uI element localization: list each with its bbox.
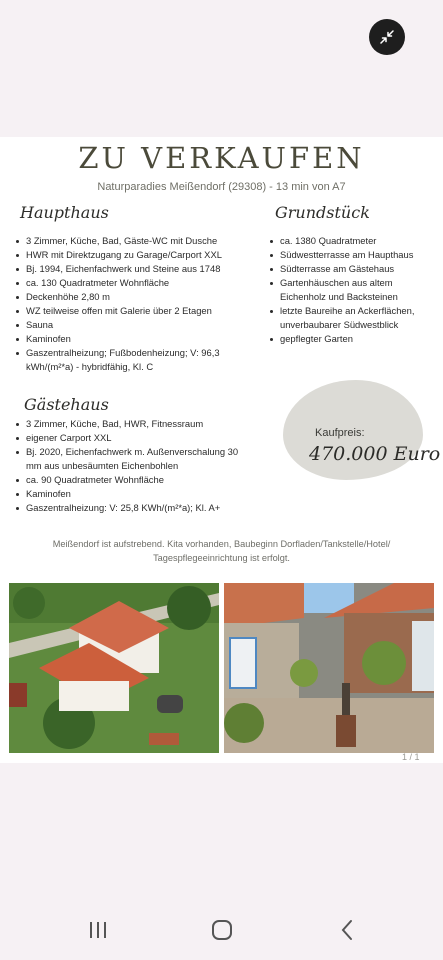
list-item: 3 Zimmer, Küche, Bad, Gäste-WC mit Dusche: [16, 234, 256, 248]
home-button[interactable]: [207, 916, 237, 944]
recents-icon: [87, 920, 109, 940]
list-item: Südwestterrasse am Haupthaus: [270, 248, 430, 262]
list-item: Bj. 2020, Eichenfachwerk m. Außenverschalung 30 mm aus unbesäumten Eichenbohlen: [16, 445, 254, 473]
grundstueck-list: [270, 234, 430, 346]
price-value: 470.000 Euro: [309, 443, 441, 465]
page-number: 1 / 1: [402, 752, 420, 762]
haupthaus-heading: Haupthaus: [20, 203, 109, 222]
aerial-house-photo: [9, 583, 219, 753]
list-item: Sauna: [16, 318, 256, 332]
list-item: ca. 90 Quadratmeter Wohnfläche: [16, 473, 254, 487]
recents-button[interactable]: [83, 916, 113, 944]
list-item: eigener Carport XXL: [16, 431, 254, 445]
list-item: 3 Zimmer, Küche, Bad, HWR, Fitnessraum: [16, 417, 254, 431]
location-note: Meißendorf ist aufstrebend. Kita vorhanden, Baubeginn Dorfladen/Tankstelle/Hotel/ Tagespflegeeinrichtung ist erfolgt.: [52, 539, 391, 563]
back-icon: [338, 919, 356, 941]
list-item: HWR mit Direktzugang zu Garage/Carport XXL: [16, 248, 256, 262]
list-item: ca. 130 Quadratmeter Wohnfläche: [16, 276, 256, 290]
list-item: ca. 1380 Quadratmeter: [270, 234, 430, 248]
list-item: Kaminofen: [16, 332, 256, 346]
price-label: Kaufpreis:: [315, 427, 365, 439]
list-item: Gaszentralheizung: V: 25,8 KWh/(m²*a); Kl. A+: [16, 501, 254, 515]
list-item: WZ teilweise offen mit Galerie über 2 Etagen: [16, 304, 256, 318]
collapse-button[interactable]: [369, 19, 405, 55]
list-item: Gartenhäuschen aus altem Eichenholz und Backsteinen: [270, 276, 430, 304]
gaestehaus-heading: Gästehaus: [24, 395, 109, 414]
flyer-title: ZU VERKAUFEN: [78, 141, 365, 175]
home-icon: [211, 919, 233, 941]
list-item: Gaszentralheizung; Fußbodenheizung; V: 96,3 kWh/(m²*a) - hybridfähig, Kl. C: [16, 346, 256, 374]
flyer-subtitle: Naturparadies Meißendorf (29308) - 13 min von A7: [97, 181, 346, 193]
haupthaus-list: [16, 234, 256, 374]
grundstueck-heading: Grundstück: [275, 203, 370, 222]
sale-flyer[interactable]: [0, 137, 443, 763]
list-item: Südterrasse am Gästehaus: [270, 262, 430, 276]
gaestehaus-list: [16, 417, 254, 515]
list-item: Kaminofen: [16, 487, 254, 501]
list-item: Deckenhöhe 2,80 m: [16, 290, 256, 304]
list-item: letzte Baureihe an Ackerflächen, unverbaubarer Südwestblick: [270, 304, 430, 332]
courtyard-photo: [224, 583, 434, 753]
list-item: Bj. 1994, Eichenfachwerk und Steine aus 1748: [16, 262, 256, 276]
collapse-arrows-icon: [379, 29, 395, 45]
list-item: gepflegter Garten: [270, 332, 430, 346]
back-button[interactable]: [332, 916, 362, 944]
system-nav-bar: [0, 900, 443, 960]
